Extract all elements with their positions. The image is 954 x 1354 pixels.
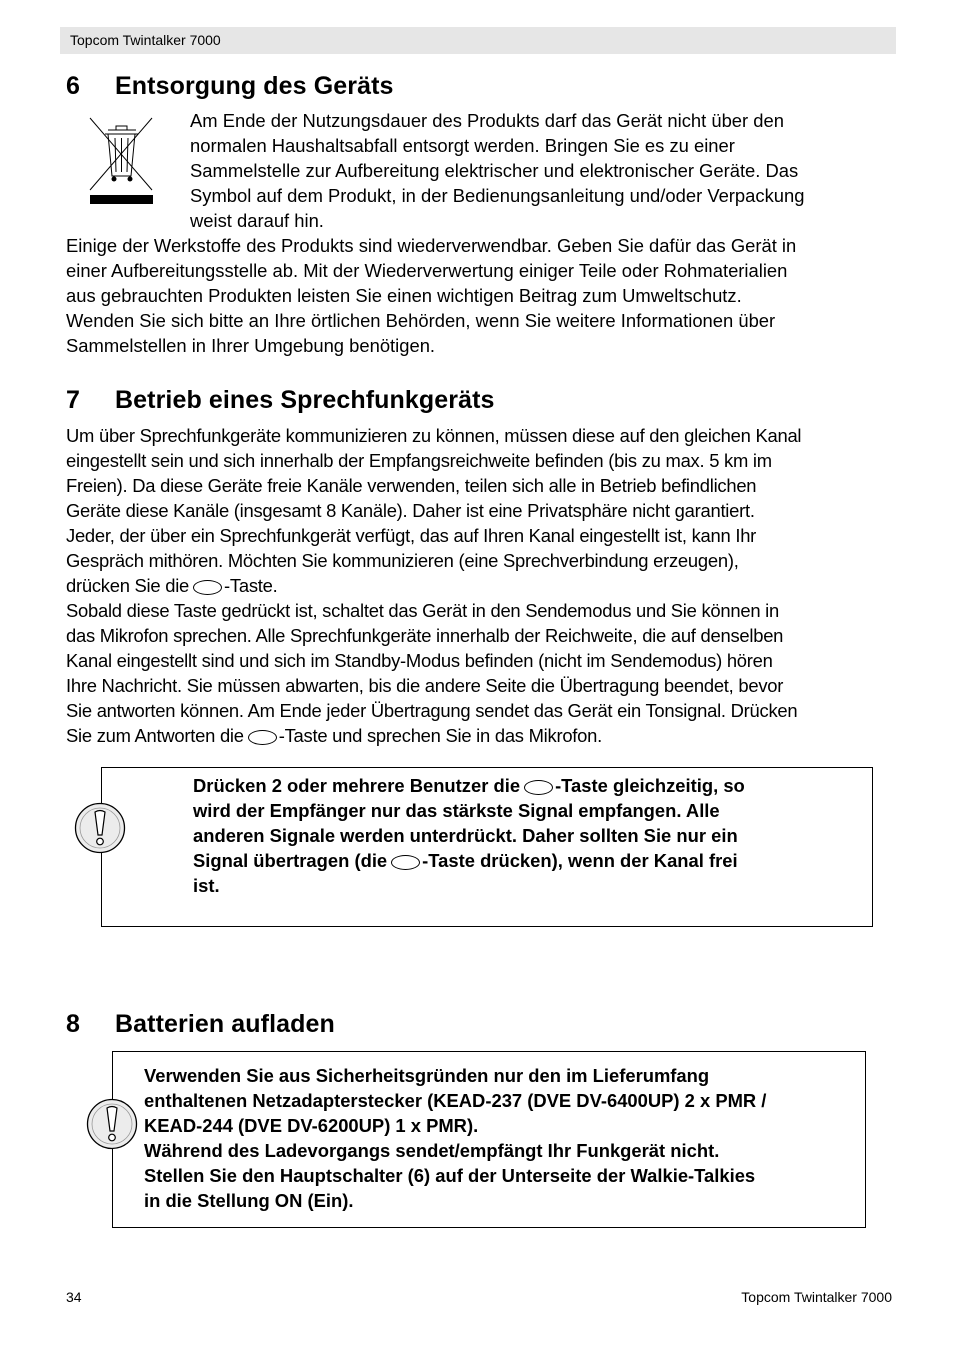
note-box-section-7 — [101, 767, 873, 927]
note-box-section-8 — [112, 1051, 866, 1228]
section-6-body — [66, 233, 796, 358]
text-line: Am Ende der Nutzungsdauer des Produkts darf das Gerät nicht über den — [190, 110, 784, 131]
text-fragment: -Taste und sprechen Sie in das Mikrofon. — [278, 725, 602, 746]
footer-page-number: 34 — [66, 1289, 82, 1305]
text-line: Freien). Da diese Geräte freie Kanäle verwenden, teilen sich alle in Betrieb befindlichen — [66, 475, 757, 496]
text-line: Sobald diese Taste gedrückt ist, schaltet das Gerät in den Sendemodus und Sie können in — [66, 600, 779, 621]
text-line: normalen Haushaltsabfall entsorgt werden. Bringen Sie es zu einer — [190, 135, 735, 156]
text-line: Sammelstellen in Ihrer Umgebung benötigen. — [66, 335, 436, 356]
text-line — [193, 773, 745, 798]
text-line: in die Stellung ON (Ein). — [144, 1190, 354, 1211]
exclamation-warning-icon — [74, 802, 126, 854]
text-line: eingestellt sein und sich innerhalb der Empfangsreichweite befinden (bis zu max. 5 km im — [66, 450, 772, 471]
text-line: Einige der Werkstoffe des Produkts sind wiederverwendbar. Geben Sie dafür das Gerät in — [66, 235, 797, 256]
text-fragment: drücken Sie die — [66, 575, 190, 596]
text-line: Sammelstelle zur Aufbereitung elektrischer und elektronischer Geräte. Das — [190, 160, 799, 181]
text-line: einer Aufbereitungsstelle ab. Mit der Wiederverwertung einiger Teile oder Rohmaterialien — [66, 260, 788, 281]
text-line: Jeder, der über ein Sprechfunkgerät verfügt, das auf Ihren Kanal eingestellt ist, kann Ihr — [66, 525, 757, 546]
text-fragment: -Taste. — [224, 575, 278, 596]
text-line: Kanal eingestellt sind und sich im Standby-Modus befinden (nicht im Sendemodus) hören — [66, 650, 773, 671]
section-7-title: Betrieb eines Sprechfunkgeräts — [115, 386, 495, 414]
section-6-intro — [190, 108, 804, 233]
text-fragment: Signal übertragen (die — [193, 850, 388, 871]
weee-crossed-bin-icon — [88, 116, 154, 206]
note-text — [193, 773, 745, 898]
text-line: anderen Signale werden unterdrückt. Daher sollten Sie nur ein — [193, 825, 738, 846]
text-line: Geräte diese Kanäle (insgesamt 8 Kanäle). Daher ist eine Privatsphäre nicht garantiert. — [66, 500, 755, 521]
button-oval-icon — [391, 855, 420, 870]
text-line: Um über Sprechfunkgeräte kommunizieren zu können, müssen diese auf den gleichen Kanal — [66, 425, 802, 446]
section-8-title: Batterien aufladen — [115, 1010, 335, 1038]
text-line: weist darauf hin. — [190, 210, 324, 231]
button-oval-icon — [193, 580, 222, 595]
footer-title: Topcom Twintalker 7000 — [741, 1289, 892, 1305]
button-oval-icon — [248, 730, 277, 745]
text-line — [66, 573, 801, 598]
text-line: Sie antworten können. Am Ende jeder Übertragung sendet das Gerät ein Tonsignal. Drücken — [66, 700, 798, 721]
text-fragment: -Taste drücken), wenn der Kanal frei — [422, 850, 738, 871]
text-line: ist. — [193, 875, 220, 896]
text-fragment: -Taste gleichzeitig, so — [555, 775, 745, 796]
text-line: Stellen Sie den Hauptschalter (6) auf der Unterseite der Walkie-Talkies — [144, 1165, 756, 1186]
note-text — [144, 1063, 766, 1213]
text-line: aus gebrauchten Produkten leisten Sie einen wichtigen Beitrag zum Umweltschutz. — [66, 285, 742, 306]
text-line: Symbol auf dem Produkt, in der Bedienungsanleitung und/oder Verpackung — [190, 185, 805, 206]
section-7-heading — [66, 386, 495, 415]
header-title: Topcom Twintalker 7000 — [70, 32, 221, 48]
text-line — [66, 723, 801, 748]
section-7-number: 7 — [66, 386, 81, 414]
text-line: das Mikrofon sprechen. Alle Sprechfunkgeräte innerhalb der Reichweite, die auf denselben — [66, 625, 784, 646]
text-line: Gespräch mithören. Möchten Sie kommunizieren (eine Sprechverbindung erzeugen), — [66, 550, 739, 571]
button-oval-icon — [524, 780, 553, 795]
section-8-heading — [66, 1010, 335, 1039]
section-8-number: 8 — [66, 1010, 81, 1038]
text-line: Während des Ladevorgangs sendet/empfängt Ihr Funkgerät nicht. — [144, 1140, 720, 1161]
text-line: enthaltenen Netzadapterstecker (KEAD-237 (DVE DV-6400UP) 2 x PMR / — [144, 1090, 767, 1111]
exclamation-warning-icon — [86, 1098, 138, 1150]
text-line: KEAD-244 (DVE DV-6200UP) 1 x PMR). — [144, 1115, 479, 1136]
text-line: Verwenden Sie aus Sicherheitsgründen nur den im Lieferumfang — [144, 1065, 710, 1086]
section-6-title: Entsorgung des Geräts — [115, 72, 394, 100]
text-line — [193, 848, 745, 873]
section-7-body — [66, 423, 801, 748]
text-fragment: Drücken 2 oder mehrere Benutzer die — [193, 775, 521, 796]
text-line: Wenden Sie sich bitte an Ihre örtlichen Behörden, wenn Sie weitere Informationen über — [66, 310, 776, 331]
text-line: Ihre Nachricht. Sie müssen abwarten, bis die andere Seite die Übertragung beendet, bevor — [66, 675, 784, 696]
text-fragment: Sie zum Antworten die — [66, 725, 244, 746]
section-6-number: 6 — [66, 72, 81, 100]
text-line: wird der Empfänger nur das stärkste Signal empfangen. Alle — [193, 800, 720, 821]
section-6-heading — [66, 72, 394, 101]
page-header — [60, 27, 896, 54]
